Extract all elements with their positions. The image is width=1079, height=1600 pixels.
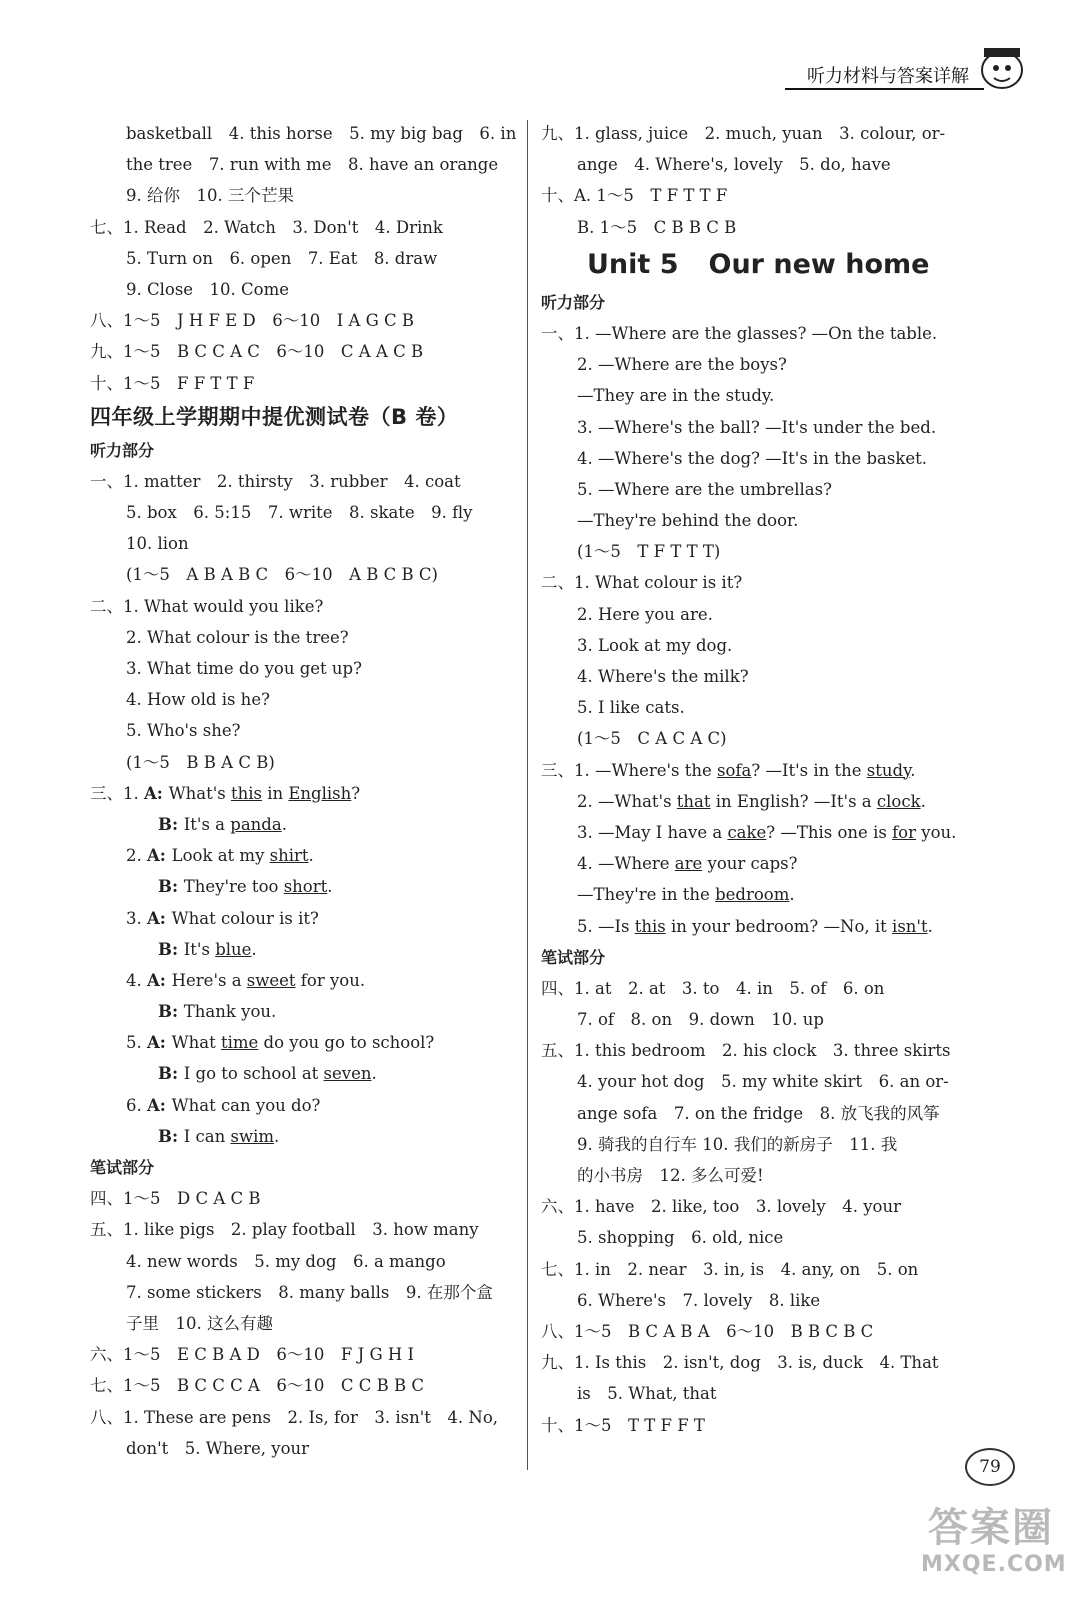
answer-line: 二、1. What would you like? xyxy=(90,596,324,616)
answer-line: 4. new words 5. my dog 6. a mango xyxy=(126,1251,446,1271)
answer-line: 5. box 6. 5:15 7. write 8. skate 9. fly xyxy=(126,503,473,523)
answer-line: 5. —Where are the umbrellas? xyxy=(577,479,832,499)
answer-block xyxy=(90,1183,520,1464)
dialogue-line: B: It's a panda. xyxy=(158,814,287,834)
answer-line: 4. How old is he? xyxy=(126,690,270,710)
page-number: 79 xyxy=(965,1448,1015,1486)
answer-block xyxy=(541,318,981,755)
dialogue-line: B: They're too short. xyxy=(158,877,333,897)
answer-line: 四、1. at 2. at 3. to 4. in 5. of 6. on xyxy=(541,978,885,998)
left-column xyxy=(90,118,520,1464)
answer-line: 六、1～5 E C B A D 6～10 F J G H I xyxy=(90,1345,415,1365)
answer-line: 4. Where's the milk? xyxy=(577,667,749,686)
answer-line: 十、1～5 T T F F T xyxy=(541,1415,705,1435)
answer-line: 6. Where's 7. lovely 8. like xyxy=(577,1290,821,1310)
answer-line: 五、1. like pigs 2. play football 3. how many xyxy=(90,1220,479,1240)
answer-line: 十、A. 1～5 T F T T F xyxy=(541,186,728,206)
answer-line: 3. Look at my dog. xyxy=(577,635,733,655)
answer-line: 八、1. These are pens 2. Is, for 3. isn't 4. No, xyxy=(90,1407,499,1427)
section-title: 四年级上学期期中提优测试卷（B 卷） xyxy=(90,404,459,429)
dialogue-line: 2. A: Look at my shirt. xyxy=(126,846,314,866)
answer-line: 七、1. Read 2. Watch 3. Don't 4. Drink xyxy=(90,217,443,237)
dialogue-line: 4. A: Here's a sweet for you. xyxy=(126,970,366,990)
answer-line: basketball 4. this horse 5. my big bag 6. in xyxy=(126,124,517,143)
unit-title: Unit 5 Our new home xyxy=(587,248,930,280)
answer-line: (1～5 B B A C B) xyxy=(126,752,275,772)
answer-line: 9. 给你 10. 三个芒果 xyxy=(126,186,294,206)
dialogue-line: B: I can swim. xyxy=(158,1126,280,1146)
answer-line: 9. Close 10. Come xyxy=(126,279,290,299)
answer-line: 5. shopping 6. old, nice xyxy=(577,1228,784,1248)
answer-line: 5. Who's she? xyxy=(126,721,241,741)
dialogue-line: 3. A: What colour is it? xyxy=(126,908,319,928)
answer-line: 2. —Where are the boys? xyxy=(577,355,787,375)
dialogue-line: 3. —May I have a cake? —This one is for you. xyxy=(577,822,957,842)
answer-line: ange sofa 7. on the fridge 8. 放飞我的风筝 xyxy=(577,1103,940,1123)
dialogue-line: B: Thank you. xyxy=(158,1002,277,1022)
dialogue-line: 三、1. A: What's this in English? xyxy=(90,783,361,803)
answer-line: 的小书房 12. 多么可爱! xyxy=(577,1166,764,1185)
answer-line: 一、1. matter 2. thirsty 3. rubber 4. coat xyxy=(90,471,461,491)
answer-line: ange 4. Where's, lovely 5. do, have xyxy=(577,155,891,175)
answer-block xyxy=(541,118,981,243)
dialogue-line: 6. A: What can you do? xyxy=(126,1095,321,1115)
answer-line: 4. your hot dog 5. my white skirt 6. an or- xyxy=(577,1072,949,1092)
answer-line: is 5. What, that xyxy=(577,1384,717,1404)
answer-line: 子里 10. 这么有趣 xyxy=(126,1313,273,1333)
answer-line: 5. Turn on 6. open 7. Eat 8. draw xyxy=(126,248,438,268)
dialogue-line: B: I go to school at seven. xyxy=(158,1064,377,1084)
answer-line: (1～5 T F T T T) xyxy=(577,542,721,562)
dialogue-line: —They're in the bedroom. xyxy=(577,885,795,905)
dialogue-line: 5. —Is this in your bedroom? —No, it isn't. xyxy=(577,916,933,936)
answer-line: 八、1～5 J H F E D 6～10 I A G C B xyxy=(90,311,415,331)
answer-line: 2. Here you are. xyxy=(577,604,713,624)
dialogue-line: 2. —What's that in English? —It's a clock. xyxy=(577,791,926,811)
watermark-logo: 答案圈 MXQE.COM xyxy=(921,1505,1067,1577)
answer-line: 九、1. Is this 2. isn't, dog 3. is, duck 4. That xyxy=(541,1353,939,1373)
answer-line: 3. —Where's the ball? —It's under the bed. xyxy=(577,417,937,437)
answer-line: (1～5 A B A B C 6～10 A B C B C) xyxy=(126,565,438,585)
writing-heading: 笔试部分 xyxy=(90,1158,155,1177)
page-header xyxy=(0,0,1079,100)
answer-line: —They are in the study. xyxy=(577,386,775,406)
answer-line: don't 5. Where, your xyxy=(126,1438,310,1458)
dialogue-line: 5. A: What time do you go to school? xyxy=(126,1033,435,1053)
dialogue-line: 三、1. —Where's the sofa? —It's in the study. xyxy=(541,760,916,780)
answer-line: 二、1. What colour is it? xyxy=(541,573,743,593)
answer-line: 七、1～5 B C C C A 6～10 C C B B C xyxy=(90,1376,424,1396)
dialogue-line: B: It's blue. xyxy=(158,939,257,959)
answer-line: 五、1. this bedroom 2. his clock 3. three skirts xyxy=(541,1041,951,1061)
answer-line: 9. 骑我的自行车 10. 我们的新房子 11. 我 xyxy=(577,1134,898,1154)
answer-line: 10. lion xyxy=(126,534,189,554)
listening-heading: 听力部分 xyxy=(90,440,155,460)
answer-line: the tree 7. run with me 8. have an orange xyxy=(126,155,499,175)
answer-line: 十、1～5 F F T T F xyxy=(90,373,255,393)
answer-line: 九、1. glass, juice 2. much, yuan 3. colour, or- xyxy=(541,124,946,143)
answer-block xyxy=(90,212,520,399)
answer-line: 7. of 8. on 9. down 10. up xyxy=(577,1010,824,1030)
answer-line: 八、1～5 B C A B A 6～10 B B C B C xyxy=(541,1321,874,1341)
answer-line: 九、1～5 B C C A C 6～10 C A A C B xyxy=(90,342,424,362)
dialogue-line: 4. —Where are your caps? xyxy=(577,854,798,874)
answer-block xyxy=(541,973,981,1441)
answer-line: 7. some stickers 8. many balls 9. 在那个盒 xyxy=(126,1282,493,1302)
right-column xyxy=(541,118,981,1441)
answer-line: 2. What colour is the tree? xyxy=(126,627,349,647)
answer-line: 一、1. —Where are the glasses? —On the table. xyxy=(541,323,938,343)
mascot-icon xyxy=(974,40,1029,95)
answer-line: —They're behind the door. xyxy=(577,511,799,531)
answer-line: 5. I like cats. xyxy=(577,698,685,718)
answer-block xyxy=(90,466,520,778)
answer-line: 六、1. have 2. like, too 3. lovely 4. your xyxy=(541,1197,901,1217)
header-title: 听力材料与答案详解 xyxy=(807,66,969,87)
answer-line: B. 1～5 C B B C B xyxy=(577,217,737,237)
column-divider xyxy=(527,120,528,1470)
answer-line: 七、1. in 2. near 3. in, is 4. any, on 5. on xyxy=(541,1259,919,1279)
answer-line: 4. —Where's the dog? —It's in the basket. xyxy=(577,448,927,468)
writing-heading: 笔试部分 xyxy=(541,947,606,967)
answer-line: 四、1～5 D C A C B xyxy=(90,1189,261,1209)
answer-line: (1～5 C A C A C) xyxy=(577,729,727,749)
listening-heading: 听力部分 xyxy=(541,292,606,312)
answer-line: 3. What time do you get up? xyxy=(126,659,362,678)
header-rule xyxy=(785,88,984,90)
